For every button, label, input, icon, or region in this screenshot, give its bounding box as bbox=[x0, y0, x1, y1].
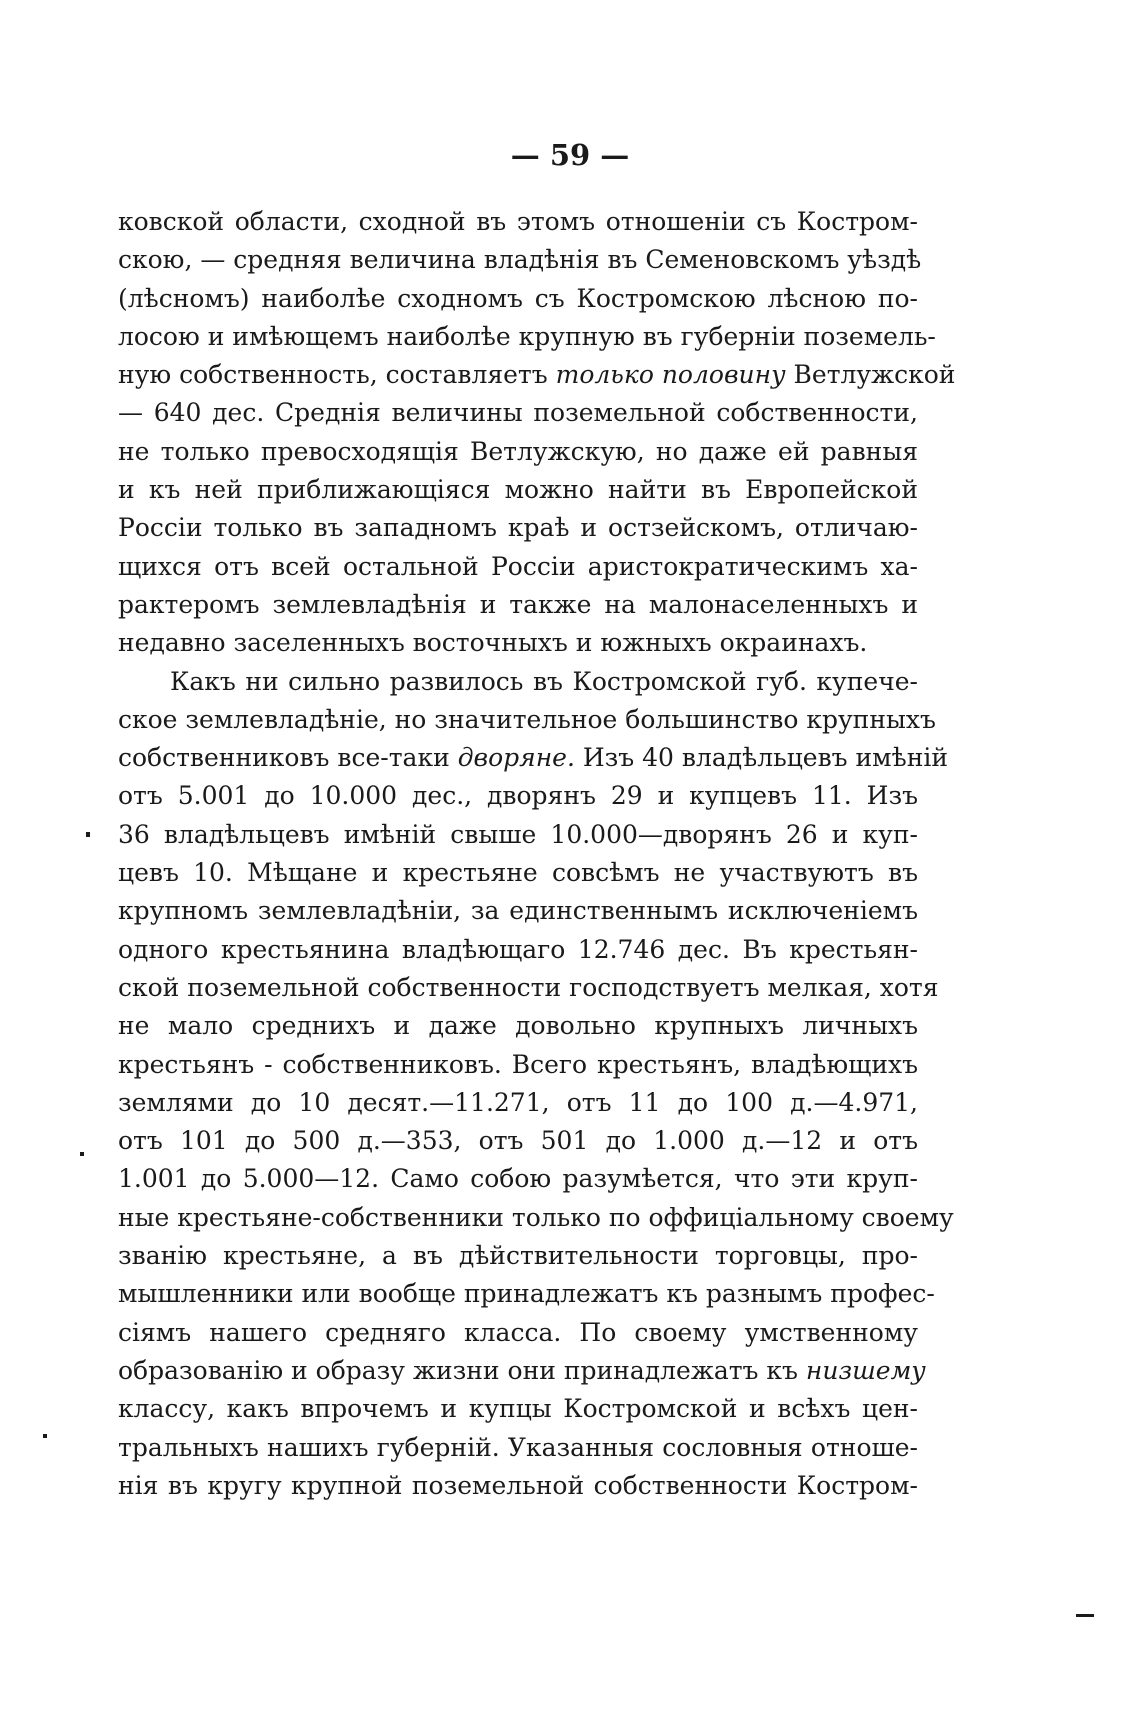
text-line: сіямъ нашего средняго класса. По своему умственному bbox=[118, 1317, 918, 1347]
text-line: ской поземельной собственности господствуетъ мелкая, хотя bbox=[118, 972, 939, 1002]
text-line: цевъ 10. Мѣщане и крестьяне совсѣмъ не участвуютъ въ bbox=[118, 858, 918, 888]
text-line: образованію и образу жизни они принадлежатъ къ низшему bbox=[118, 1355, 926, 1385]
text-line: отъ 101 до 500 д.—353, отъ 501 до 1.000 д.—12 и отъ bbox=[118, 1126, 918, 1156]
text-line: скою, — средняя величина владѣнія въ Семеновскомъ уѣздѣ bbox=[118, 245, 922, 275]
text-line: и къ ней приближающіяся можно найти въ Европейской bbox=[118, 475, 918, 505]
text-line: землями до 10 десят.—11.271, отъ 11 до 100 д.—4.971, bbox=[118, 1087, 918, 1117]
text-line: не только превосходящія Ветлужскую, но даже ей равныя bbox=[118, 436, 918, 466]
text-line: собственниковъ все-таки дворяне. Изъ 40 владѣльцевъ имѣній bbox=[118, 743, 949, 773]
text-line: ское землевладѣніе, но значительное большинство крупныхъ bbox=[118, 704, 936, 734]
text-line: 36 владѣльцевъ имѣній свыше 10.000—дворянъ 26 и куп- bbox=[118, 819, 918, 849]
margin-dash bbox=[1076, 1614, 1094, 1617]
text-line: Россіи только въ западномъ краѣ и остзейскомъ, отличаю- bbox=[118, 513, 918, 543]
text-line: крестьянъ - собственниковъ. Всего крестьянъ, владѣющихъ bbox=[118, 1049, 918, 1079]
text-line: нія въ кругу крупной поземельной собственности Костром- bbox=[118, 1470, 918, 1500]
text-line: мышленники или вообще принадлежатъ къ разнымъ профес- bbox=[118, 1279, 935, 1309]
text-line: классу, какъ впрочемъ и купцы Костромской и всѣхъ цен- bbox=[118, 1394, 918, 1424]
body-text bbox=[118, 203, 956, 1505]
text-line: ные крестьяне-собственники только по оффиціальному своему bbox=[118, 1202, 954, 1232]
page-number: — 59 — bbox=[510, 138, 630, 172]
text-line: ную собственность, составляетъ только половину Ветлужской bbox=[118, 360, 956, 390]
text-line: отъ 5.001 до 10.000 дес., дворянъ 29 и купцевъ 11. Изъ bbox=[118, 781, 918, 811]
text-line: тральныхъ нашихъ губерній. Указанныя сословныя отноше- bbox=[118, 1432, 918, 1462]
text-line: крупномъ землевладѣніи, за единственнымъ исключеніемъ bbox=[118, 896, 918, 926]
margin-speck bbox=[86, 832, 90, 837]
text-line: одного крестьянина владѣющаго 12.746 дес. Въ крестьян- bbox=[118, 934, 918, 964]
text-line: (лѣсномъ) наиболѣе сходномъ съ Костромскою лѣсною по- bbox=[118, 283, 918, 313]
margin-speck bbox=[80, 1152, 84, 1156]
emphasis: низшему bbox=[805, 1355, 926, 1385]
text-line: щихся отъ всей остальной Россіи аристократическимъ ха- bbox=[118, 551, 918, 581]
text-line: — 640 дес. Среднія величины поземельной собственности, bbox=[118, 398, 918, 428]
text-line: ковской области, сходной въ этомъ отношеніи съ Костром- bbox=[118, 207, 918, 236]
text-line: не мало среднихъ и даже довольно крупныхъ личныхъ bbox=[118, 1011, 918, 1041]
margin-speck bbox=[43, 1434, 47, 1438]
text-line: недавно заселенныхъ восточныхъ и южныхъ окраинахъ. bbox=[118, 628, 868, 658]
emphasis: только половину bbox=[555, 360, 786, 390]
text-line: званію крестьяне, а въ дѣйствительности торговцы, про- bbox=[118, 1241, 918, 1271]
text-line: 1.001 до 5.000—12. Само собою разумѣется, что эти круп- bbox=[118, 1164, 918, 1194]
emphasis: дворяне. bbox=[457, 743, 575, 773]
text-line: лосою и имѣющемъ наиболѣе крупную въ губерніи поземель- bbox=[118, 321, 936, 351]
text-line: рактеромъ землевладѣнія и также на малонаселенныхъ и bbox=[118, 589, 918, 619]
text-line: Какъ ни сильно развилось въ Костромской губ. купече- bbox=[170, 666, 918, 696]
